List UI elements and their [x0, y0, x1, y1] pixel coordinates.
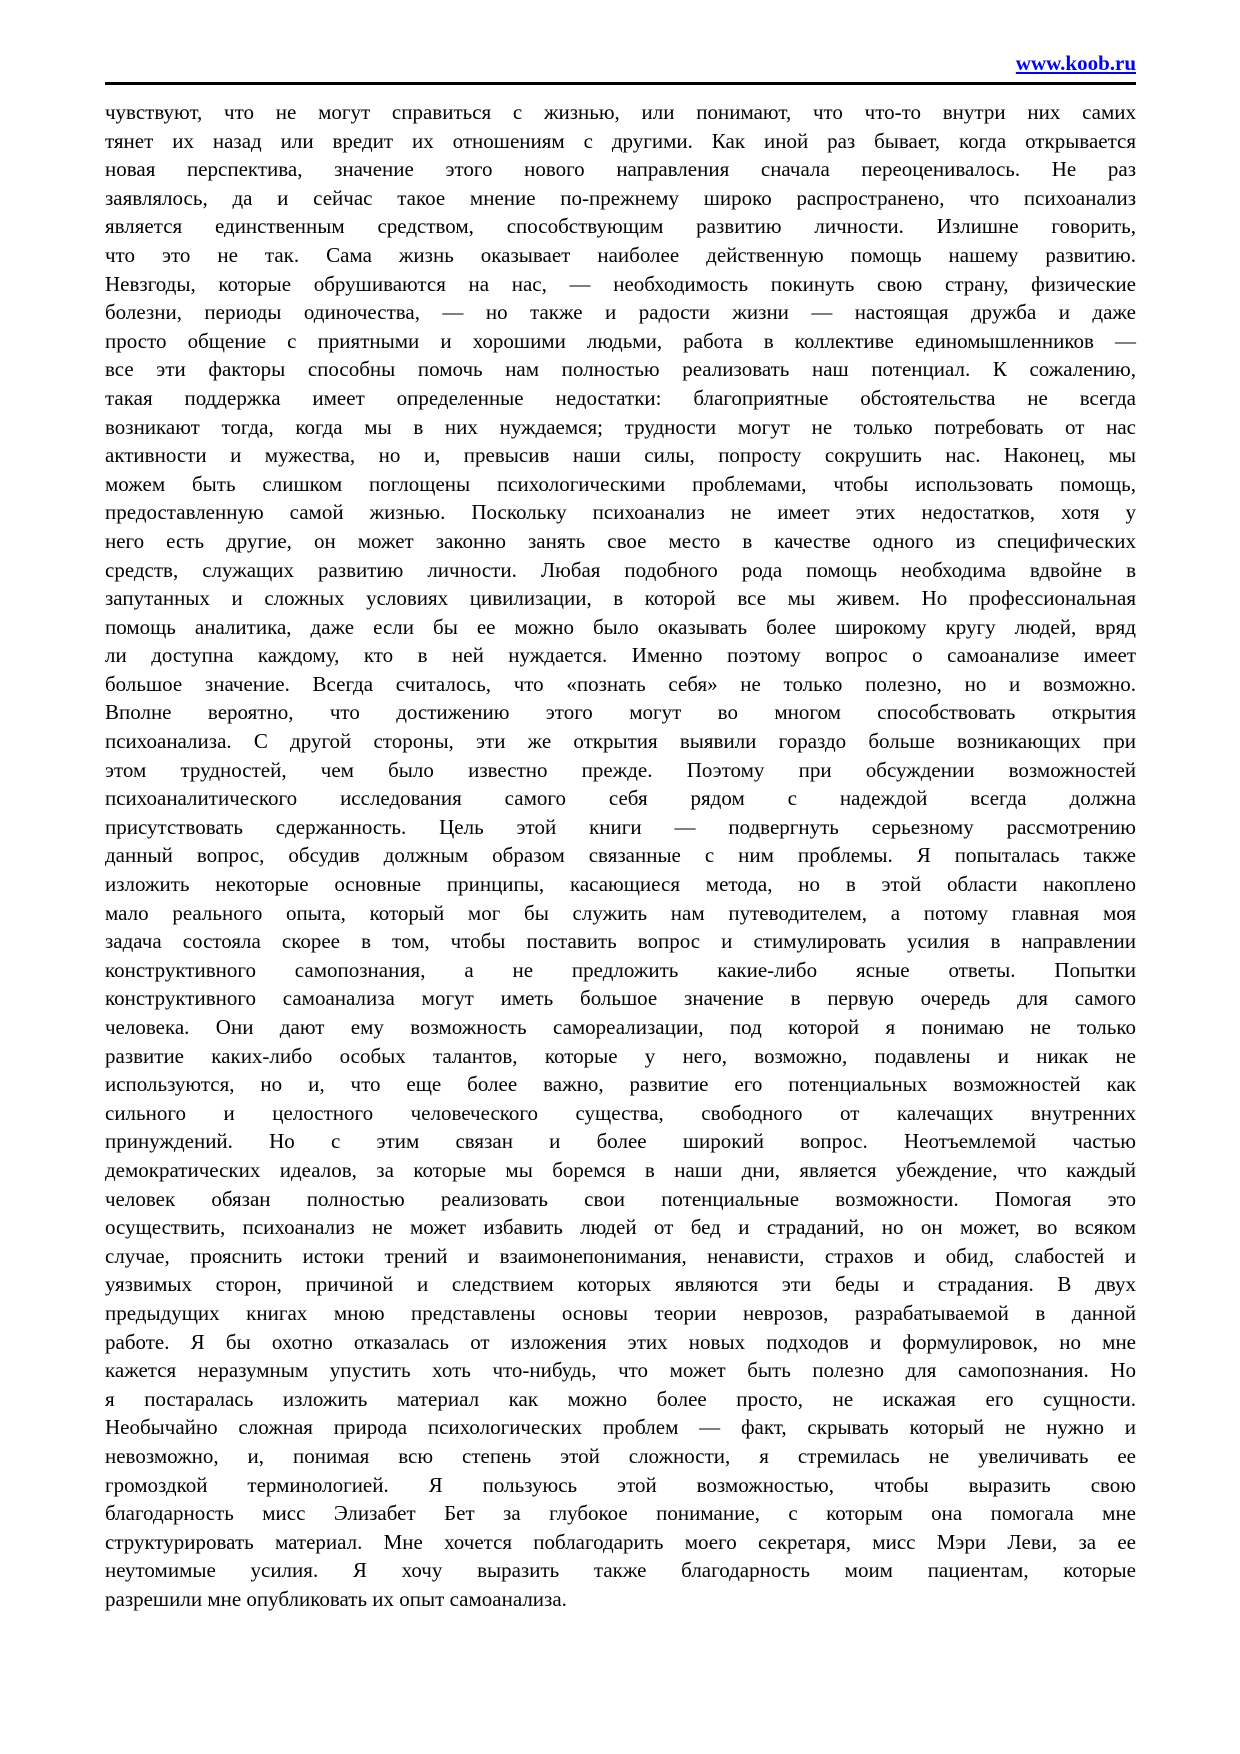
text-line: структурировать материал. Мне хочется поблагодарить моего секретаря, мисс Мэри Леви, за ее [105, 1529, 1136, 1554]
text-line: громоздкой терминологией. Я пользуюсь этой возможностью, чтобы выразить свою [105, 1472, 1136, 1497]
text-line: работе. Я бы охотно отказалась от изложения этих новых подходов и формулировок, но мне [105, 1329, 1136, 1354]
text-line: психоанализа. С другой стороны, эти же открытия выявили гораздо больше возникающих при [105, 729, 1136, 754]
text-line: Необычайно сложная природа психологических проблем — факт, скрывать который не нужно и [105, 1415, 1136, 1440]
text-line: присутствовать сдержанность. Цель этой книги — подвергнуть серьезному рассмотрению [105, 814, 1136, 839]
text-line: запутанных и сложных условиях цивилизации, в которой все мы живем. Но профессиональная [105, 586, 1136, 611]
koob-site-link[interactable]: www.koob.ru [1015, 51, 1136, 75]
text-line: конструктивного самоанализа могут иметь большое значение в первую очередь для самого [105, 986, 1136, 1011]
text-line: развитие каких-либо особых талантов, которые у него, возможно, подавлены и никак не [105, 1043, 1136, 1068]
text-line: кажется неразумным упустить хоть что-нибудь, что может быть полезно для самопознания. Но [105, 1358, 1136, 1383]
text-line: чувствуют, что не могут справиться с жизнью, или понимают, что что-то внутри них самих [105, 100, 1136, 124]
body-text [105, 98, 1136, 1613]
text-line: ли доступна каждому, кто в ней нуждается. Именно поэтому вопрос о самоанализе имеет [105, 643, 1136, 668]
text-line: сильного и целостного человеческого существа, свободного от калечащих внутренних [105, 1100, 1136, 1125]
page-content [105, 0, 1136, 1613]
text-line: невозможно, и, понимая всю степень этой сложности, я стремилась не увеличивать ее [105, 1443, 1136, 1468]
text-line: предоставленную самой жизнью. Поскольку психоанализ не имеет этих недостатков, хотя у [105, 500, 1136, 525]
text-line: Вполне вероятно, что достижению этого могут во многом способствовать открытия [105, 700, 1136, 725]
text-line: благодарность мисс Элизабет Бет за глубокое понимание, с которым она помогала мне [105, 1501, 1136, 1526]
text-line: данный вопрос, обсудив должным образом связанные с ним проблемы. Я попыталась также [105, 843, 1136, 868]
text-line: тянет их назад или вредит их отношениям с другими. Как иной раз бывает, когда открывается [105, 128, 1136, 153]
text-line: является единственным средством, способствующим развитию личности. Излишне говорить, [105, 214, 1136, 239]
text-line: болезни, периоды одиночества, — но также и радости жизни — настоящая дружба и даже [105, 300, 1136, 325]
text-line: новая перспектива, значение этого нового направления сначала переоценивалось. Не раз [105, 157, 1136, 182]
text-line: используются, но и, что еще более важно, развитие его потенциальных возможностей как [105, 1072, 1136, 1097]
text-line: человек обязан полностью реализовать свои потенциальные возможности. Помогая это [105, 1186, 1136, 1211]
text-line: просто общение с приятными и хорошими людьми, работа в коллективе единомышленников — [105, 328, 1136, 353]
text-line: помощь аналитика, даже если бы ее можно было оказывать более широкому кругу людей, вряд [105, 614, 1136, 639]
text-line: средств, служащих развитию личности. Любая подобного рода помощь необходима вдвойне в [105, 557, 1136, 582]
text-line: изложить некоторые основные принципы, касающиеся метода, но в этой области накоплено [105, 872, 1136, 897]
text-line: задача состояла скорее в том, чтобы поставить вопрос и стимулировать усилия в направлении [105, 929, 1136, 954]
text-line: такая поддержка имеет определенные недостатки: благоприятные обстоятельства не всегда [105, 385, 1136, 410]
text-line: случае, прояснить истоки трений и взаимонепонимания, ненависти, страхов и обид, слабостей и [105, 1243, 1136, 1268]
text-line: принуждений. Но с этим связан и более широкий вопрос. Неотъемлемой частью [105, 1129, 1136, 1154]
text-line: можем быть слишком поглощены психологическими проблемами, чтобы использовать помощь, [105, 471, 1136, 496]
text-line: демократических идеалов, за которые мы боремся в наши дни, является убеждение, что каждый [105, 1157, 1136, 1182]
text-line: разрешили мне опубликовать их опыт самоанализа. [105, 1586, 567, 1611]
text-line: заявлялось, да и сейчас такое мнение по-прежнему широко распространено, что психоанализ [105, 185, 1136, 210]
text-line: все эти факторы способны помочь нам полностью реализовать наш потенциал. К сожалению, [105, 357, 1136, 382]
text-line: мало реального опыта, который мог бы служить нам путеводителем, а потому главная моя [105, 900, 1136, 925]
text-line: человека. Они дают ему возможность самореализации, под которой я понимаю не только [105, 1015, 1136, 1039]
text-line: этом трудностей, чем было известно прежде. Поэтому при обсуждении возможностей [105, 757, 1136, 782]
text-line: я постаралась изложить материал как можно более просто, не искажая его сущности. [105, 1386, 1136, 1411]
text-line: неутомимые усилия. Я хочу выразить также благодарность моим пациентам, которые [105, 1558, 1136, 1583]
text-line: него есть другие, он может законно занять свое место в качестве одного из специфических [105, 528, 1136, 553]
text-line: уязвимых сторон, причиной и следствием которых являются эти беды и страдания. В двух [105, 1272, 1136, 1297]
text-line: психоаналитического исследования самого себя рядом с надеждой всегда должна [105, 786, 1136, 811]
text-line: большое значение. Всегда считалось, что «познать себя» не только полезно, но и возможно. [105, 671, 1136, 696]
text-line: осуществить, психоанализ не может избавить людей от бед и страданий, но он может, во всяком [105, 1215, 1136, 1240]
text-line: возникают тогда, когда мы в них нуждаемся; трудности могут не только потребовать от нас [105, 414, 1136, 439]
header-divider [105, 82, 1136, 85]
text-line: активности и мужества, но и, превысив наши силы, попросту сокрушить нас. Наконец, мы [105, 443, 1136, 468]
text-line: что это не так. Сама жизнь оказывает наиболее действенную помощь нашему развитию. [105, 242, 1136, 267]
text-line: предыдущих книгах мною представлены основы теории неврозов, разрабатываемой в данной [105, 1300, 1136, 1325]
page-header [105, 0, 1136, 78]
text-line: конструктивного самопознания, а не предложить какие-либо ясные ответы. Попытки [105, 957, 1136, 982]
text-line: Невзгоды, которые обрушиваются на нас, — необходимость покинуть свою страну, физические [105, 271, 1136, 296]
